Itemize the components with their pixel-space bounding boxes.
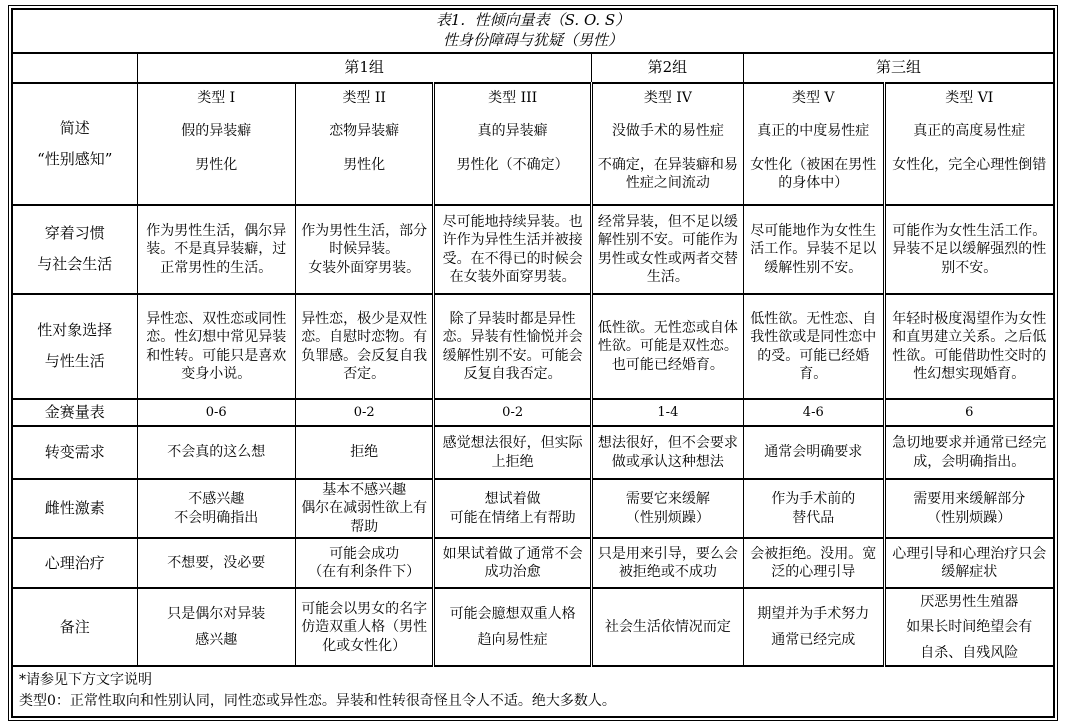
cell-sex-object-type-5: 低性欲。无性恋、自我性欲或是同性恋中的受。可能已经婚育。 — [743, 294, 884, 399]
cell-summary-type-2: 类型 II 恋物异装癖 男性化 — [295, 83, 434, 205]
table-frame — [8, 5, 1058, 721]
cell-notes-type-6: 厌恶男性生殖器 如果长时间绝望会有 自杀、自残风险 — [884, 588, 1054, 666]
row-summary — [12, 83, 1054, 205]
corner-cell — [12, 53, 137, 83]
sos-table — [11, 8, 1055, 718]
cell-notes-type-3: 可能会臆想双重人格 趋向易性症 — [434, 588, 591, 666]
cell-notes-type-5: 期望并为手术努力 通常已经完成 — [743, 588, 884, 666]
group-1-header: 第1组 — [137, 53, 591, 83]
cell-summary-type-1: 类型 I 假的异装癖 男性化 — [137, 83, 295, 205]
cell-sex-object-type-2: 异性恋，极少是双性恋。自慰时恋物。有负罪感。会反复自我否定。 — [295, 294, 434, 399]
row-label-dressing: 穿着习惯 与社会生活 — [12, 205, 137, 294]
cell-estrogen-type-3: 想试着做 可能在情绪上有帮助 — [434, 479, 591, 538]
row-label-notes: 备注 — [12, 588, 137, 666]
cell-conversion-type-5: 通常会明确要求 — [743, 426, 884, 479]
row-psychotherapy — [12, 538, 1054, 588]
cell-sex-object-type-3: 除了异装时都是异性恋。异装有性愉悦并会缓解性别不安。可能会反复自我否定。 — [434, 294, 591, 399]
cell-conversion-type-3: 感觉想法很好，但实际上拒绝 — [434, 426, 591, 479]
cell-conversion-type-6: 急切地要求并通常已经完成，会明确指出。 — [884, 426, 1054, 479]
cell-estrogen-type-2: 基本不感兴趣 偶尔在减弱性欲上有帮助 — [295, 479, 434, 538]
cell-psychotherapy-type-1: 不想要，没必要 — [137, 538, 295, 588]
row-label-psychotherapy: 心理治疗 — [12, 538, 137, 588]
cell-kinsey-type-5: 4-6 — [743, 399, 884, 426]
cell-sex-object-type-6: 年轻时极度渴望作为女性和直男建立关系。之后低性欲。可能借助性交时的性幻想实现婚育。 — [884, 294, 1054, 399]
footnote-line1: *请参见下方文字说明 — [19, 672, 152, 689]
cell-summary-type-4: 类型 IV 没做手术的易性症 不确定，在异装癖和易性症之间流动 — [591, 83, 743, 205]
cell-estrogen-type-6: 需要用来缓解部分 （性别烦躁） — [884, 479, 1054, 538]
cell-notes-type-1: 只是偶尔对异装 感兴趣 — [137, 588, 295, 666]
table-title-line2: 性身份障碍与犹疑（男性） — [442, 31, 623, 49]
table-title — [12, 9, 1054, 53]
cell-dressing-type-3: 尽可能地持续异装。也许作为异性生活并被接受。在不得已的时候会在女装外面穿男装。 — [434, 205, 591, 294]
group-header-row — [12, 53, 1054, 83]
row-label-conversion: 转变需求 — [12, 426, 137, 479]
cell-conversion-type-4: 想法很好，但不会要求做或承认这种想法 — [591, 426, 743, 479]
cell-dressing-type-6: 可能作为女性生活工作。异装不足以缓解强烈的性别不安。 — [884, 205, 1054, 294]
cell-conversion-type-1: 不会真的这么想 — [137, 426, 295, 479]
row-label-estrogen: 雌性激素 — [12, 479, 137, 538]
row-label-sex-object: 性对象选择 与性生活 — [12, 294, 137, 399]
cell-kinsey-type-6: 6 — [884, 399, 1054, 426]
table-title-row — [12, 9, 1054, 53]
cell-kinsey-type-4: 1-4 — [591, 399, 743, 426]
cell-kinsey-type-2: 0-2 — [295, 399, 434, 426]
cell-dressing-type-4: 经常异装，但不足以缓解性别不安。可能作为男性或女性或两者交替生活。 — [591, 205, 743, 294]
table-title-line1: 表1. 性倾向量表（S. O. S） — [435, 11, 631, 30]
row-kinsey — [12, 399, 1054, 426]
cell-estrogen-type-4: 需要它来缓解 （性别烦躁） — [591, 479, 743, 538]
cell-psychotherapy-type-2: 可能会成功 （在有利条件下） — [295, 538, 434, 588]
cell-sex-object-type-1: 异性恋、双性恋或同性恋。性幻想中常见异装和性转。可能只是喜欢变身小说。 — [137, 294, 295, 399]
cell-notes-type-4: 社会生活依情况而定 — [591, 588, 743, 666]
cell-estrogen-type-5: 作为手术前的 替代品 — [743, 479, 884, 538]
cell-kinsey-type-3: 0-2 — [434, 399, 591, 426]
footnote — [12, 666, 1054, 717]
cell-psychotherapy-type-3: 如果试着做了通常不会成功治愈 — [434, 538, 591, 588]
row-label-summary: 简述 “性别感知” — [12, 83, 137, 205]
cell-summary-type-5: 类型 V 真正的中度易性症 女性化（被困在男性的身体中） — [743, 83, 884, 205]
footnote-row — [12, 666, 1054, 717]
cell-notes-type-2: 可能会以男女的名字仿造双重人格（男性化或女性化） — [295, 588, 434, 666]
row-label-kinsey: 金赛量表 — [12, 399, 137, 426]
row-notes — [12, 588, 1054, 666]
cell-dressing-type-2: 作为男性生活，部分时候异装。 女装外面穿男装。 — [295, 205, 434, 294]
row-sex-object — [12, 294, 1054, 399]
cell-summary-type-3: 类型 III 真的异装癖 男性化（不确定） — [434, 83, 591, 205]
group-2-header: 第2组 — [591, 53, 743, 83]
group-3-header: 第三组 — [743, 53, 1054, 83]
cell-conversion-type-2: 拒绝 — [295, 426, 434, 479]
cell-psychotherapy-type-4: 只是用来引导，要么会被拒绝或不成功 — [591, 538, 743, 588]
cell-kinsey-type-1: 0-6 — [137, 399, 295, 426]
cell-estrogen-type-1: 不感兴趣 不会明确指出 — [137, 479, 295, 538]
cell-dressing-type-1: 作为男性生活，偶尔异装。不是真异装癖，过正常男性的生活。 — [137, 205, 295, 294]
footnote-line2: 类型0：正常性取向和性别认同，同性恋或异性恋。异装和性转很奇怪且令人不适。绝大多数人。 — [19, 692, 616, 709]
row-estrogen — [12, 479, 1054, 538]
cell-psychotherapy-type-5: 会被拒绝。没用。宽泛的心理引导 — [743, 538, 884, 588]
cell-dressing-type-5: 尽可能地作为女性生活工作。异装不足以缓解性别不安。 — [743, 205, 884, 294]
cell-sex-object-type-4: 低性欲。无性恋或自体性欲。可能是双性恋。也可能已经婚育。 — [591, 294, 743, 399]
row-dressing — [12, 205, 1054, 294]
cell-psychotherapy-type-6: 心理引导和心理治疗只会缓解症状 — [884, 538, 1054, 588]
cell-summary-type-6: 类型 VI 真正的高度易性症 女性化，完全心理性倒错 — [884, 83, 1054, 205]
row-conversion — [12, 426, 1054, 479]
